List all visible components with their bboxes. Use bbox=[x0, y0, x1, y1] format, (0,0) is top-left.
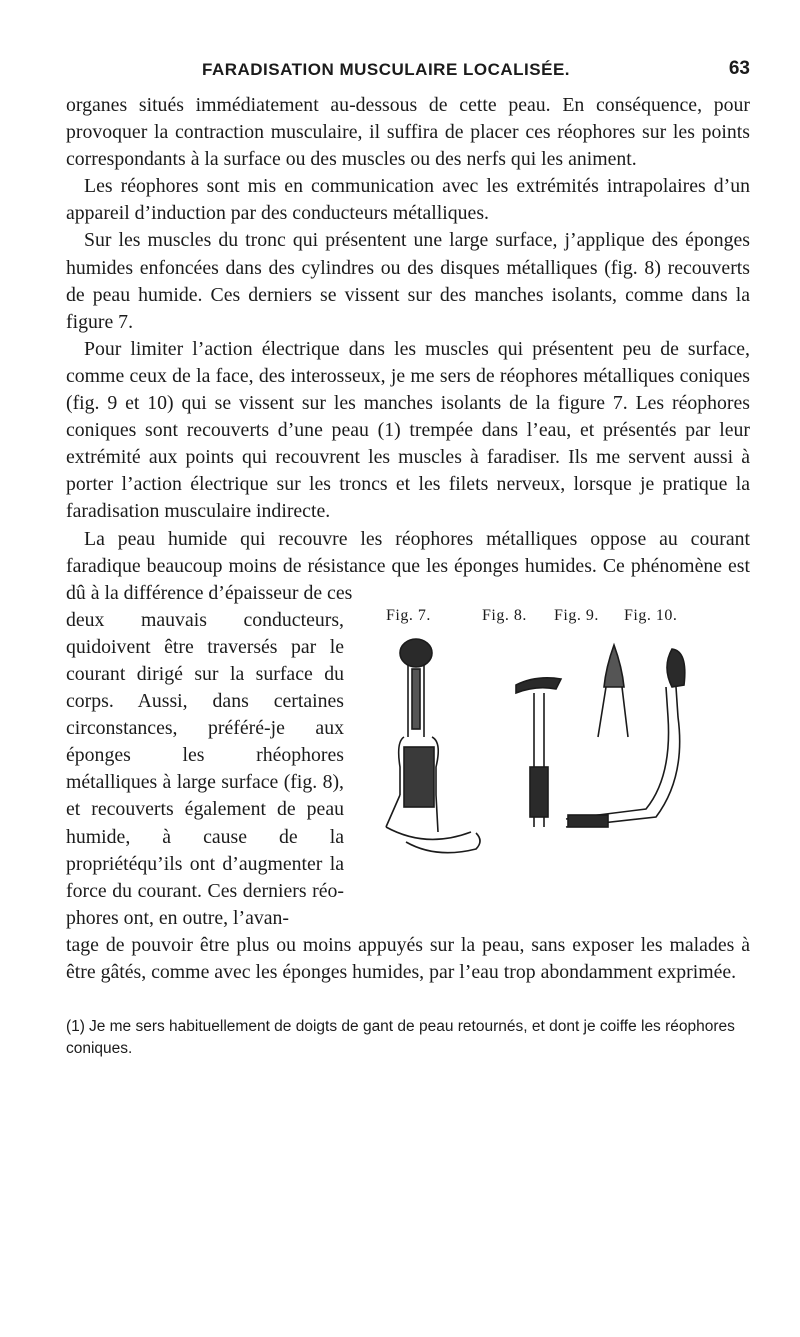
footnote bbox=[66, 1016, 750, 1060]
wrapped-text-column bbox=[66, 607, 344, 932]
fig-10-label: Fig. 10. bbox=[624, 606, 678, 624]
paragraph: Les réophores sont mis en communication avec les extrémités intrapolaires d’un appareil d’induction par des conducteurs métalliques. bbox=[66, 175, 750, 225]
running-title: FARADISATION MUSCULAIRE LOCALISÉE. bbox=[202, 60, 571, 79]
paragraph: organes situés immédiatement au-dessous de cette peau. En conséquence, pour provoquer la contraction musculaire, il suffira de placer ces réophores sur les points correspondants à la surface ou des muscles ou des nerfs qui les animent. bbox=[66, 94, 750, 171]
page-number: 63 bbox=[728, 58, 750, 79]
text-with-figure bbox=[66, 607, 750, 932]
paragraph: Sur les muscles du tronc qui présentent une large surface, j’applique des éponges humides enfoncées dans des cylindres ou des disques métalliques (fig. 8) recouverts de peau humide. Ces derniers se vissent sur des manches isolants, comme dans la figure 7. bbox=[66, 229, 750, 333]
reophores-figure bbox=[366, 607, 756, 867]
page-header bbox=[66, 58, 750, 92]
fig-9-label: Fig. 9. bbox=[554, 606, 599, 624]
paragraph: Pour limiter l’action électrique dans les muscles qui présentent peu de surface, comme ceux de la face, des interosseux, je me sers de réophores métalliques coniques (fig. 9 et 10) qui se vissent sur les manches isolants de la figure 7. Les réophores coniques sont recouverts d’une peau (1) trempée dans l’eau, et présentés par leur extrémité aux points qui recouvrent les muscles à faradiser. Ils me servent aussi à porter l’action électrique sur les troncs et les filets nerveux, lorsque je pratique la faradisation musculaire indirecte. bbox=[66, 337, 750, 523]
paragraph: La peau humide qui recouvre les réophores métalliques oppose au courant faradique beaucoup moins de résistance que les éponges humides. Ce phénomène est dû à la différence d’épaisseur de ces bbox=[66, 527, 750, 604]
paragraph: deux mauvais conducteurs, quidoivent être traversés par le courant dirigé sur la surface du corps. Aussi, dans certaines circonstances, préféré-je aux éponges les rhéophores métalliques à large surface (fig. 8), et recouverts également de peau humide, à cause de la propriétéqu’ils ont d’augmenter la force du courant. Ces derniers réophores ont, en outre, l’avan- bbox=[66, 608, 344, 929]
fig-7-drawing bbox=[386, 639, 480, 853]
fig-8-drawing bbox=[516, 678, 561, 827]
footnote-marker: (1) bbox=[66, 1018, 85, 1036]
footnote-text: Je me sers habituellement de doigts de gant de peau retournés, et dont je coiffe les réophores coniques. bbox=[66, 1018, 735, 1058]
fig-8-label: Fig. 8. bbox=[482, 606, 527, 624]
paragraph: tage de pouvoir être plus ou moins appuyés sur la peau, sans exposer les malades à être gâtés, comme avec les éponges humides, par l’eau trop abondamment exprimée. bbox=[66, 933, 750, 983]
book-page bbox=[66, 58, 750, 1060]
fig-7-label: Fig. 7. bbox=[386, 606, 431, 624]
reophores-illustration bbox=[366, 627, 756, 877]
fig-9-10-drawing bbox=[566, 645, 685, 827]
